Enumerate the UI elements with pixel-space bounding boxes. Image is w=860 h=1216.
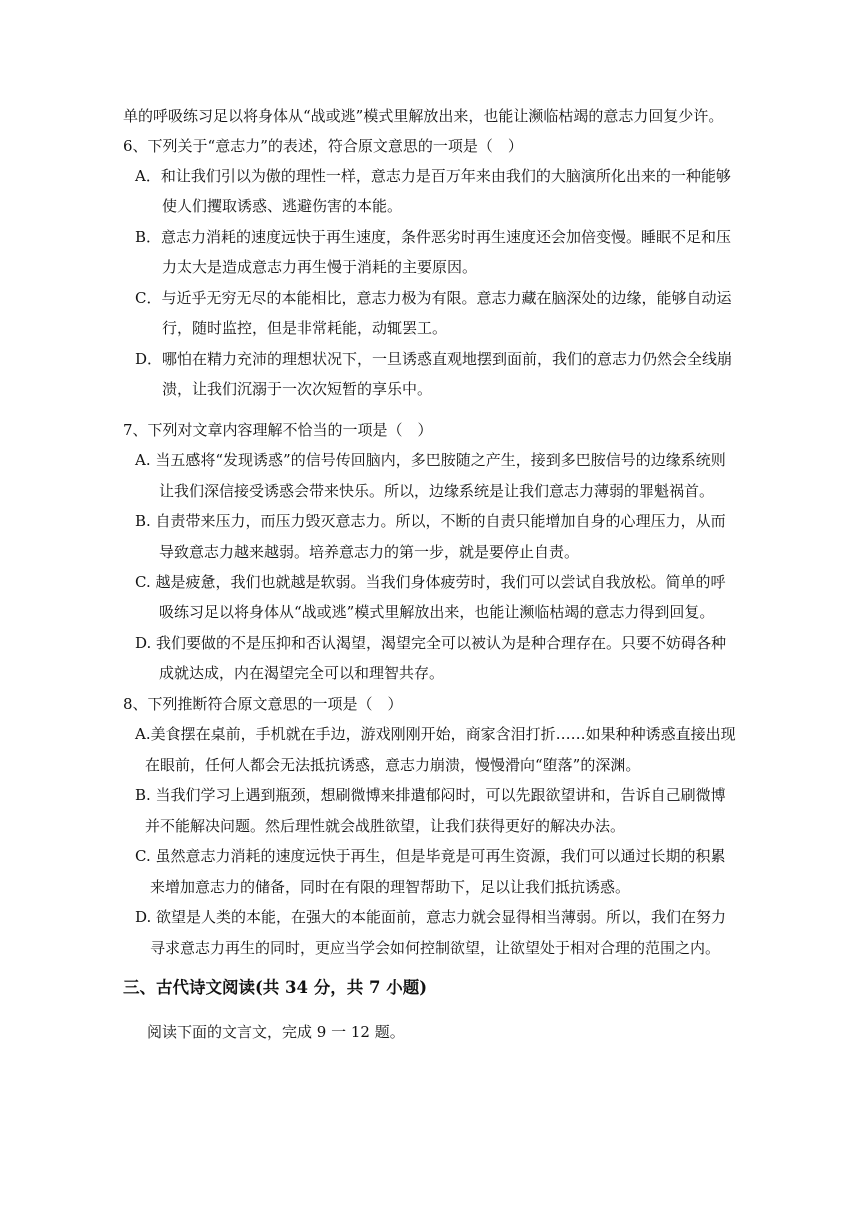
q8-option-b-line1: B. 当我们学习上遇到瓶颈，想刷微博来排遣郁闷时，可以先跟欲望讲和，告诉自己刷微博 xyxy=(135,786,726,804)
q8-option-b-line2: 并不能解决问题。然后理性就会战胜欲望，让我们获得更好的解决办法。 xyxy=(145,817,626,835)
q6-option-a-line1: A．和让我们引以为傲的理性一样，意志力是百万年来由我们的大脑演所化出来的一种能够 xyxy=(135,167,731,185)
q7-option-a-line1: A. 当五感将“发现诱惑”的信号传回脑内，多巴胺随之产生，接到多巴胺信号的边缘系统则 xyxy=(135,451,726,469)
q7-option-c-line1: C. 越是疲惫，我们也就越是软弱。当我们身体疲劳时，我们可以尝试自我放松。简单的呼 xyxy=(135,573,726,591)
q7-option-b-line2: 导致意志力越来越弱。培养意志力的第一步，就是要停止自责。 xyxy=(159,543,580,561)
q7-stem: 7、下列对文章内容理解不恰当的一项是（ ） xyxy=(123,421,433,439)
q6-option-a-line2: 使人们攫取诱惑、逃避伤害的本能。 xyxy=(162,197,403,215)
section-heading: 三、古代诗文阅读(共 34 分，共 7 小题) xyxy=(123,978,428,997)
q8-option-a-line2: 在眼前，任何人都会无法抵抗诱惑，意志力崩溃，慢慢滑向“堕落”的深渊。 xyxy=(145,756,641,774)
q8-option-c-line1: C. 虽然意志力消耗的速度远快于再生，但是毕竟是可再生资源，我们可以通过长期的积累 xyxy=(135,847,726,865)
q6-option-c-line1: C．与近乎无穷无尽的本能相比，意志力极为有限。意志力藏在脑深处的边缘，能够自动运 xyxy=(135,289,732,307)
q7-option-b-line1: B. 自责带来压力，而压力毁灭意志力。所以，不断的自责只能增加自身的心理压力，从而 xyxy=(135,512,726,530)
q7-option-a-line2: 让我们深信接受诱惑会带来快乐。所以，边缘系统是让我们意志力薄弱的罪魁祸首。 xyxy=(159,482,715,500)
q8-option-d-line2: 寻求意志力再生的同时，更应当学会如何控制欲望，让欲望处于相对合理的范围之内。 xyxy=(150,939,721,957)
q8-option-a-line1: A.美食摆在桌前，手机就在手边，游戏刚刚开始，商家含泪打折……如果种种诱惑直接出现 xyxy=(135,725,736,743)
q6-option-d-line2: 溃，让我们沉溺于一次次短暂的享乐中。 xyxy=(162,380,433,398)
section-instruction: 阅读下面的文言文，完成 9 一 12 题。 xyxy=(147,1023,405,1041)
q7-option-d-line2: 成就达成，内在渴望完全可以和理智共存。 xyxy=(159,664,445,682)
q6-option-b-line2: 力太大是造成意志力再生慢于消耗的主要原因。 xyxy=(162,258,478,276)
q6-option-c-line2: 行，随时监控，但是非常耗能，动辄罢工。 xyxy=(162,319,448,337)
q8-stem: 8、下列推断符合原文意思的一项是（ ） xyxy=(123,695,403,713)
q8-option-d-line1: D. 欲望是人类的本能，在强大的本能面前，意志力就会显得相当薄弱。所以，我们在努力 xyxy=(135,908,727,926)
q8-option-c-line2: 来增加意志力的储备，同时在有限的理智帮助下，足以让我们抵抗诱惑。 xyxy=(150,878,631,896)
q6-stem: 6、下列关于“意志力”的表述，符合原文意思的一项是（ ） xyxy=(123,137,523,155)
q7-option-c-line2: 吸练习足以将身体从“战或逃”模式里解放出来，也能让濒临枯竭的意志力得到回复。 xyxy=(159,603,715,621)
intro-line: 单的呼吸练习足以将身体从“战或逃”模式里解放出来，也能让濒临枯竭的意志力回复少许。 xyxy=(123,107,724,125)
q6-option-b-line1: B．意志力消耗的速度远快于再生速度，条件恶劣时再生速度还会加倍变慢。睡眠不足和压 xyxy=(135,228,732,246)
q7-option-d-line1: D. 我们要做的不是压抑和否认渴望，渴望完全可以被认为是种合理存在。只要不妨碍各种 xyxy=(135,634,727,652)
q6-option-d-line1: D．哪怕在精力充沛的理想状况下，一旦诱惑直观地摆到面前，我们的意志力仍然会全线崩 xyxy=(135,350,733,368)
